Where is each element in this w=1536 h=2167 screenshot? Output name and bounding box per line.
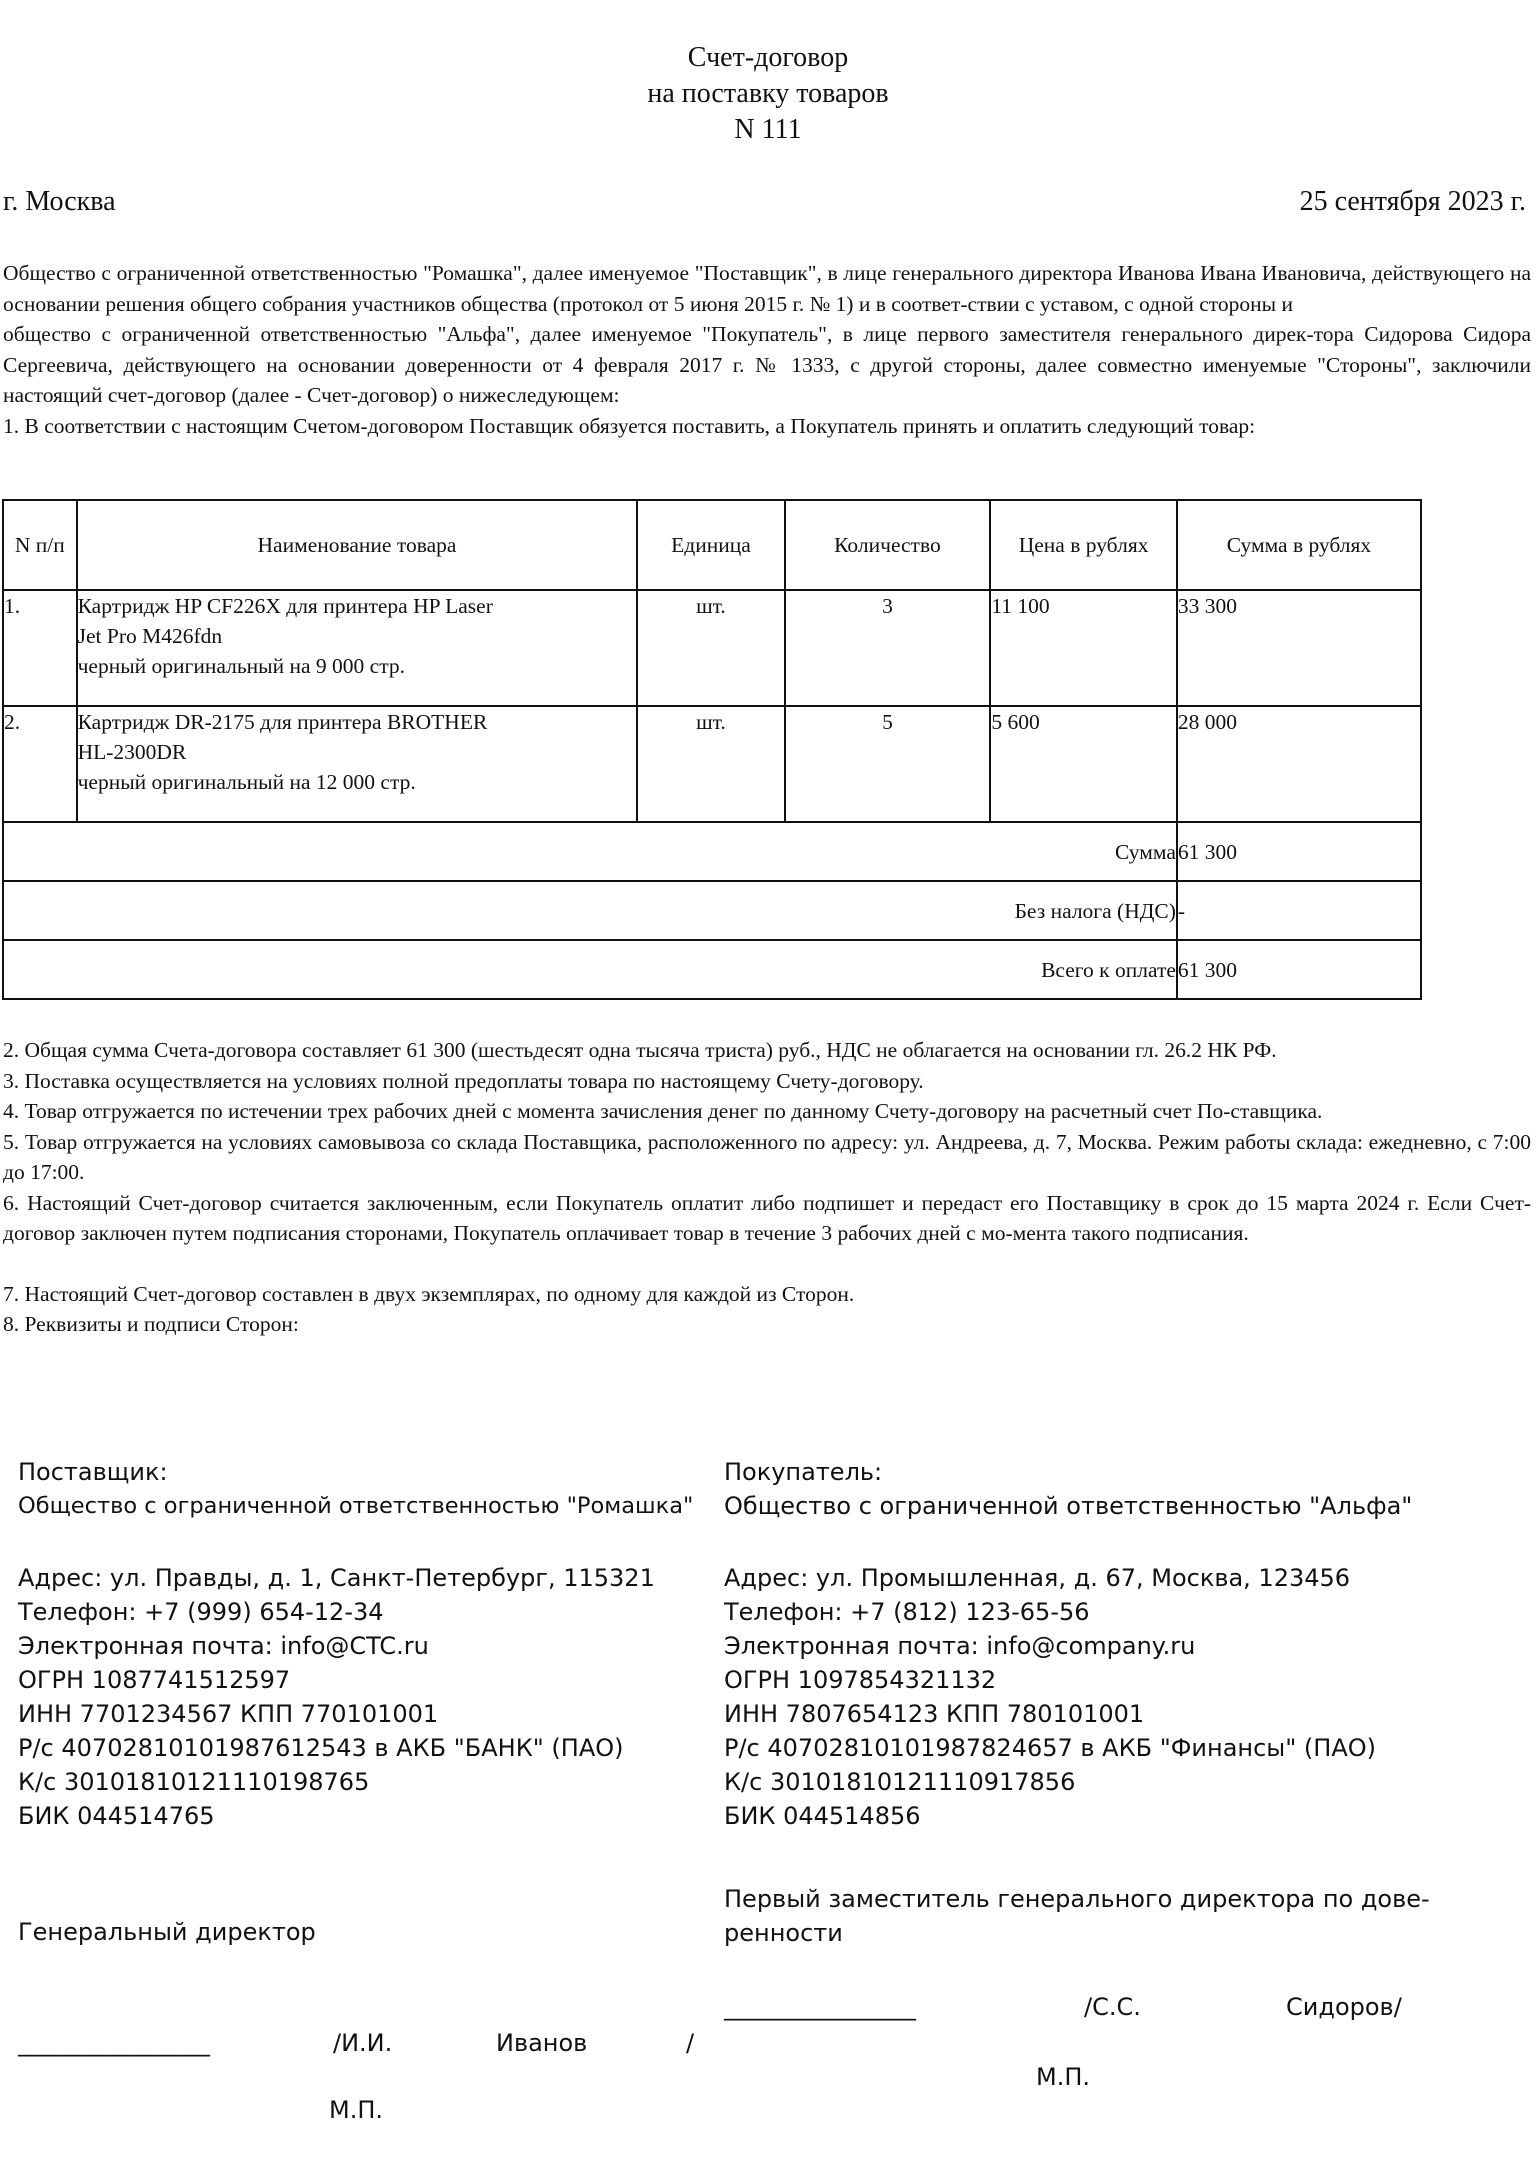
buyer-inn-kpp: ИНН 7807654123 КПП 780101001 — [724, 1700, 1145, 1728]
buyer-heading: Покупатель: — [724, 1458, 883, 1486]
supplier-phone: Телефон: +7 (999) 654-12-34 — [18, 1598, 384, 1626]
supplier-inn-kpp: ИНН 7701234567 КПП 770101001 — [18, 1700, 439, 1728]
supplier-account: Р/с 40702810101987612543 в АКБ "БАНК" (ПАО) — [18, 1734, 624, 1762]
supplier-signature-slash: / — [686, 2029, 695, 2057]
terms-section — [3, 1035, 1531, 1340]
total-row-payable — [3, 940, 1421, 999]
total-value: 61 300 — [1177, 822, 1421, 881]
product-name-line: Картридж HP CF226X для принтера HP Laser — [77, 594, 493, 618]
document-number: N 111 — [734, 114, 802, 145]
buyer-position-line-1: Первый заместитель генерального директора по дове- — [724, 1885, 1430, 1913]
row-price: 11 100 — [990, 590, 1177, 706]
buyer-surname: Сидоров/ — [1286, 1993, 1402, 2021]
header-quantity: Количество — [785, 500, 991, 590]
header-unit: Единица — [637, 500, 784, 590]
total-row-sum — [3, 822, 1421, 881]
payable-value: 61 300 — [1177, 940, 1421, 999]
clause-7: 7. Настоящий Счет-договор составлен в двух экземплярах, по одному для каждой из Сторон. — [3, 1281, 855, 1306]
title-line-1: Счет-договор — [687, 42, 849, 73]
supplier-requisites — [18, 1561, 708, 1833]
table-row — [3, 590, 1421, 706]
row-sum: 33 300 — [1177, 590, 1421, 706]
supplier-stamp: М.П. — [329, 2096, 384, 2124]
row-sum: 28 000 — [1177, 706, 1421, 822]
clause-2: 2. Общая сумма Счета-договора составляет 61 300 (шестьдесят одна тысяча триста) руб., НДС не облагается на основании гл. 26.2 НК РФ. — [3, 1038, 1277, 1062]
row-quantity: 3 — [785, 590, 991, 706]
table-row — [3, 706, 1421, 822]
supplier-signature-line: ________________ — [18, 2029, 210, 2057]
row-quantity: 5 — [785, 706, 991, 822]
supplier-org: Общество с ограниченной ответственностью "Ромашка" — [18, 1493, 694, 1519]
product-name-line: HL-2300DR — [77, 740, 187, 764]
buyer-account: Р/с 40702810101987824657 в АКБ "Финансы" (ПАО) — [724, 1734, 1377, 1762]
supplier-bik: БИК 044514765 — [18, 1802, 215, 1830]
vat-label: Без налога (НДС) — [3, 881, 1177, 940]
document-date: 25 сентября 2023 г. — [1299, 186, 1526, 217]
row-product-name — [77, 706, 638, 822]
header-number: N п/п — [3, 500, 77, 590]
header-sum: Сумма в рублях — [1177, 500, 1421, 590]
product-name-line: черный оригинальный на 12 000 стр. — [77, 770, 416, 794]
supplier-corr-account: К/с 30101810121110198765 — [18, 1768, 370, 1796]
goods-table — [2, 499, 1422, 1000]
clause-4: 4. Товар отгружается по истечении трех рабочих дней с момента зачисления денег по данному Счету-договору на расчетный счет По-ставщика. — [3, 1099, 1323, 1123]
row-product-name — [77, 590, 638, 706]
document-title — [0, 40, 1536, 148]
intro-buyer-paragraph: общество с ограниченной ответственностью "Альфа", далее именуемое "Покупатель", в лице первого заместителя генерального дирек-тора Сидорова Сидора Сергеевича, действующего на основании доверенности от 4 февраля 2017 г. № 1333, с другой стороны, далее совместно именуемые "Стороны", заключили настоящий счет-договор (далее - Счет-договор) о нижеследующем: — [3, 322, 1531, 407]
header-price: Цена в рублях — [990, 500, 1177, 590]
city: г. Москва — [3, 186, 116, 217]
title-line-2: на поставку товаров — [647, 78, 889, 109]
supplier-details — [18, 1455, 708, 1833]
row-number: 1. — [3, 590, 77, 706]
product-name-line: Jet Pro M426fdn — [77, 624, 223, 648]
clause-1: 1. В соответствии с настоящим Счетом-договором Поставщик обязуется поставить, а Покупатель принять и оплатить следующий товар: — [3, 413, 1256, 438]
clause-3: 3. Поставка осуществляется на условиях полной предоплаты товара по настоящему Счету-договору. — [3, 1068, 924, 1093]
supplier-heading: Поставщик: — [18, 1458, 168, 1486]
supplier-initials: /И.И. — [333, 2029, 393, 2057]
clause-5: 5. Товар отгружается на условиях самовывоза со склада Поставщика, расположенного по адресу: ул. Андреева, д. 7, Москва. Режим работы склада: ежедневно, с 7:00 до 17:00. — [3, 1129, 1531, 1184]
table-header-row — [3, 500, 1421, 590]
buyer-org: Общество с ограниченной ответственностью "Альфа" — [724, 1492, 1413, 1520]
row-number: 2. — [3, 706, 77, 822]
payable-label: Всего к оплате — [3, 940, 1177, 999]
supplier-ogrn: ОГРН 1087741512597 — [18, 1666, 291, 1694]
supplier-address: Адрес: ул. Правды, д. 1, Санкт-Петербург, 115321 — [18, 1564, 655, 1592]
row-unit: шт. — [637, 706, 784, 822]
clause-8: 8. Реквизиты и подписи Сторон: — [3, 1312, 299, 1336]
vat-value: - — [1177, 881, 1421, 940]
header-name: Наименование товара — [77, 500, 638, 590]
buyer-email: Электронная почта: info@company.ru — [724, 1632, 1196, 1660]
total-row-vat — [3, 881, 1421, 940]
buyer-corr-account: К/с 30101810121110917856 — [724, 1768, 1076, 1796]
product-name-line: черный оригинальный на 9 000 стр. — [77, 654, 405, 678]
buyer-address: Адрес: ул. Промышленная, д. 67, Москва, 123456 — [724, 1564, 1351, 1592]
buyer-signature-line: ________________ — [724, 1993, 916, 2021]
buyer-stamp: М.П. — [1036, 2063, 1091, 2091]
buyer-initials: /С.С. — [1084, 1993, 1141, 2021]
intro-supplier-paragraph: Общество с ограниченной ответственностью "Ромашка", далее именуемое "Поставщик", в лице генерального директора Иванова Ивана Ивановича, действующего на основании решения общего собрания участников общества (протокол от 5 июня 2015 г. № 1) и в соответ-ствии с уставом, с одной стороны и — [3, 261, 1531, 316]
supplier-email: Электронная почта: info@CTC.ru — [18, 1632, 429, 1660]
clause-6: 6. Настоящий Счет-договор считается заключенным, если Покупатель оплатит либо подпишет и передаст его Поставщику в срок до 15 марта 2024 г. Если Счет-договор заключен путем подписания сторонами, Покупатель оплачивает товар в течение 3 рабочих дней с мо-мента такого подписания. — [3, 1190, 1531, 1245]
total-label: Сумма — [3, 822, 1177, 881]
row-price: 5 600 — [990, 706, 1177, 822]
supplier-position: Генеральный директор — [18, 1918, 316, 1946]
row-unit: шт. — [637, 590, 784, 706]
buyer-ogrn: ОГРН 1097854321132 — [724, 1666, 997, 1694]
buyer-bik: БИК 044514856 — [724, 1802, 921, 1830]
buyer-phone: Телефон: +7 (812) 123-65-56 — [724, 1598, 1090, 1626]
product-name-line: Картридж DR-2175 для принтера BROTHER — [77, 710, 488, 734]
buyer-position-line-2: ренности — [724, 1919, 843, 1947]
intro-section — [3, 258, 1531, 441]
buyer-details — [724, 1455, 1444, 1833]
supplier-surname: Иванов — [496, 2029, 588, 2057]
buyer-requisites — [724, 1561, 1444, 1833]
